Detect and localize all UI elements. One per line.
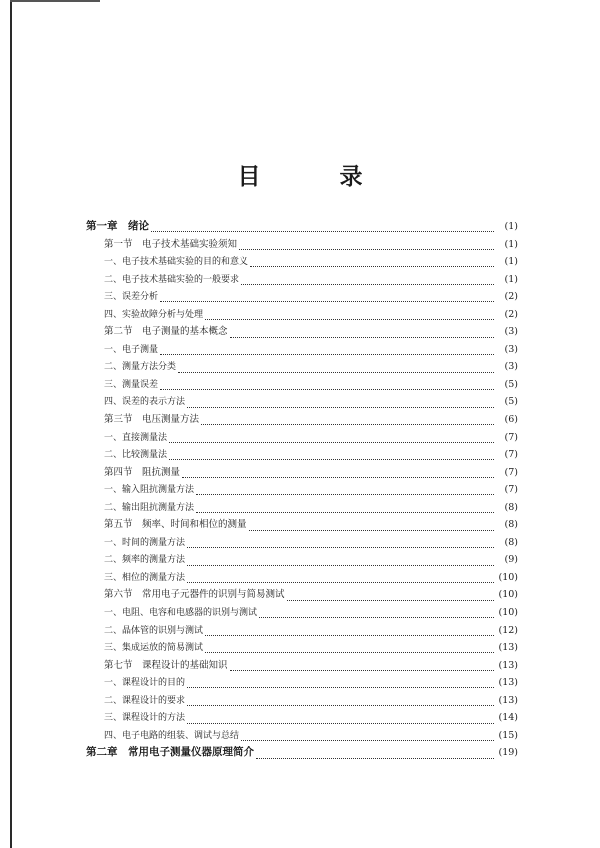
toc-entry-item[interactable] xyxy=(86,271,518,289)
dot-leader xyxy=(169,430,494,443)
toc-entry-page-number: (1) xyxy=(504,273,518,285)
toc-entry-title: 二、电子技术基础实验的一般要求 xyxy=(104,274,240,285)
toc-entry-title: 第六节 常用电子元器件的识别与简易测试 xyxy=(104,589,285,601)
toc-entry-page-number: (12) xyxy=(498,624,518,636)
toc-entry-item[interactable] xyxy=(86,622,518,640)
toc-entry-title: 第五节 频率、时间和相位的测量 xyxy=(104,519,247,531)
dot-leader xyxy=(151,219,494,232)
toc-entry-page-number: (1) xyxy=(504,238,518,250)
toc-entry-page-number: (13) xyxy=(498,677,518,689)
toc-entry-page-number: (7) xyxy=(504,466,518,478)
toc-entry-page-number: (9) xyxy=(504,554,518,566)
toc-entry-section[interactable] xyxy=(86,657,518,675)
dot-leader xyxy=(230,658,494,671)
dot-leader xyxy=(241,728,494,741)
toc-entry-section[interactable] xyxy=(86,323,518,341)
toc-entry-page-number: (13) xyxy=(498,659,518,671)
toc-entry-title: 三、课程设计的方法 xyxy=(104,713,186,724)
toc-entry-section[interactable] xyxy=(86,411,518,429)
toc-entry-title: 二、晶体管的识别与测试 xyxy=(104,625,204,636)
toc-entry-page-number: (10) xyxy=(498,571,518,583)
toc-entry-title: 三、测量误差 xyxy=(104,379,159,390)
toc-entry-title: 一、时间的测量方法 xyxy=(104,537,186,548)
toc-entry-page-number: (8) xyxy=(504,536,518,548)
toc-entry-section[interactable] xyxy=(86,516,518,534)
toc-entry-item[interactable] xyxy=(86,569,518,587)
dot-leader xyxy=(187,693,494,706)
toc-entry-title: 四、误差的表示方法 xyxy=(104,397,186,408)
toc-entry-page-number: (10) xyxy=(498,589,518,601)
dot-leader xyxy=(187,535,494,548)
toc-entry-item[interactable] xyxy=(86,551,518,569)
dot-leader xyxy=(196,482,494,495)
dot-leader xyxy=(259,605,494,618)
toc-entry-item[interactable] xyxy=(86,341,518,359)
toc-entry-title: 四、实验故障分析与处理 xyxy=(104,309,204,320)
toc-entry-page-number: (6) xyxy=(504,414,518,426)
dot-leader xyxy=(187,675,494,688)
toc-entry-item[interactable] xyxy=(86,288,518,306)
toc-entry-item[interactable] xyxy=(86,429,518,447)
page-title: 目 录 xyxy=(237,164,391,190)
toc-entry-page-number: (3) xyxy=(504,326,518,338)
toc-entry-page-number: (14) xyxy=(498,712,518,724)
toc-entry-title: 第二节 电子测量的基本概念 xyxy=(104,326,228,338)
dot-leader xyxy=(249,518,494,531)
toc-entry-section[interactable] xyxy=(86,586,518,604)
toc-entry-item[interactable] xyxy=(86,358,518,376)
dot-leader xyxy=(205,640,494,653)
toc-entry-page-number: (10) xyxy=(498,607,518,619)
dot-leader xyxy=(160,289,494,302)
toc-entry-title: 三、误差分析 xyxy=(104,292,159,303)
dot-leader xyxy=(250,254,494,267)
toc-entry-item[interactable] xyxy=(86,306,518,324)
scan-edge-top xyxy=(10,0,100,2)
toc-entry-title: 四、电子电路的组装、调试与总结 xyxy=(104,730,240,741)
toc-entry-page-number: (3) xyxy=(504,361,518,373)
toc-entry-item[interactable] xyxy=(86,674,518,692)
dot-leader xyxy=(182,465,494,478)
toc-entry-title: 三、相位的测量方法 xyxy=(104,572,186,583)
toc-entry-title: 二、课程设计的要求 xyxy=(104,695,186,706)
toc-entry-page-number: (5) xyxy=(504,396,518,408)
dot-leader xyxy=(187,570,494,583)
toc-entry-page-number: (1) xyxy=(504,256,518,268)
toc-entry-title: 一、直接测量法 xyxy=(104,432,168,443)
toc-entry-item[interactable] xyxy=(86,499,518,517)
dot-leader xyxy=(160,377,494,390)
toc-entry-item[interactable] xyxy=(86,604,518,622)
toc-entry-title: 第四节 阻抗测量 xyxy=(104,466,181,478)
toc-entry-page-number: (1) xyxy=(504,221,518,232)
dot-leader xyxy=(256,746,494,759)
toc-entry-page-number: (13) xyxy=(498,694,518,706)
dot-leader xyxy=(160,342,494,355)
toc-entry-section[interactable] xyxy=(86,236,518,254)
toc-entry-page-number: (15) xyxy=(498,729,518,741)
toc-entry-item[interactable] xyxy=(86,253,518,271)
dot-leader xyxy=(187,395,494,408)
dot-leader xyxy=(239,237,494,250)
toc-entry-title: 第一节 电子技术基础实验须知 xyxy=(104,238,238,250)
toc-entry-title: 第二章 常用电子测量仪器原理简介 xyxy=(86,746,254,759)
toc-entry-page-number: (8) xyxy=(504,519,518,531)
toc-entry-page-number: (7) xyxy=(504,484,518,496)
toc-entry-title: 二、测量方法分类 xyxy=(104,362,177,373)
dot-leader xyxy=(230,325,494,338)
toc-entry-item[interactable] xyxy=(86,639,518,657)
toc-entry-title: 一、课程设计的目的 xyxy=(104,678,186,689)
toc-entry-page-number: (2) xyxy=(504,308,518,320)
dot-leader xyxy=(205,623,494,636)
toc-entry-title: 一、电子技术基础实验的目的和意义 xyxy=(104,257,249,268)
toc-entry-page-number: (5) xyxy=(504,378,518,390)
toc-entry-item[interactable] xyxy=(86,481,518,499)
dot-leader xyxy=(178,360,494,373)
toc-entry-chapter[interactable] xyxy=(86,744,518,762)
toc-entry-page-number: (13) xyxy=(498,642,518,654)
toc-entry-section[interactable] xyxy=(86,464,518,482)
toc-entry-title: 二、比较测量法 xyxy=(104,450,168,461)
toc-entry-title: 第七节 课程设计的基础知识 xyxy=(104,659,228,671)
toc-entry-page-number: (3) xyxy=(504,343,518,355)
toc-entry-title: 二、输出阻抗测量方法 xyxy=(104,502,195,513)
toc-entry-title: 第一章 绪论 xyxy=(86,220,149,232)
dot-leader xyxy=(196,500,494,513)
toc-entry-item[interactable] xyxy=(86,534,518,552)
dot-leader xyxy=(241,272,494,285)
toc-entry-page-number: (7) xyxy=(504,431,518,443)
toc-entry-title: 一、电阻、电容和电感器的识别与测试 xyxy=(104,608,258,619)
toc-entry-item[interactable] xyxy=(86,446,518,464)
table-of-contents xyxy=(86,218,518,762)
toc-entry-title: 一、输入阻抗测量方法 xyxy=(104,485,195,496)
toc-entry-item[interactable] xyxy=(86,709,518,727)
toc-entry-page-number: (7) xyxy=(504,449,518,461)
dot-leader xyxy=(287,588,494,601)
toc-entry-title: 二、频率的测量方法 xyxy=(104,555,186,566)
toc-entry-title: 一、电子测量 xyxy=(104,344,159,355)
toc-entry-title: 第三节 电压测量方法 xyxy=(104,414,200,426)
toc-entry-page-number: (8) xyxy=(504,501,518,513)
toc-entry-page-number: (19) xyxy=(498,747,518,759)
dot-leader xyxy=(201,412,494,425)
toc-entry-item[interactable] xyxy=(86,393,518,411)
toc-entry-title: 三、集成运放的简易测试 xyxy=(104,643,204,654)
dot-leader xyxy=(169,447,494,460)
dot-leader xyxy=(187,553,494,566)
scan-edge-left xyxy=(10,0,12,848)
toc-entry-chapter[interactable] xyxy=(86,218,518,236)
dot-leader xyxy=(205,307,494,320)
dot-leader xyxy=(187,711,494,724)
toc-entry-item[interactable] xyxy=(86,727,518,745)
toc-entry-page-number: (2) xyxy=(504,291,518,303)
toc-entry-item[interactable] xyxy=(86,376,518,394)
toc-entry-item[interactable] xyxy=(86,692,518,710)
